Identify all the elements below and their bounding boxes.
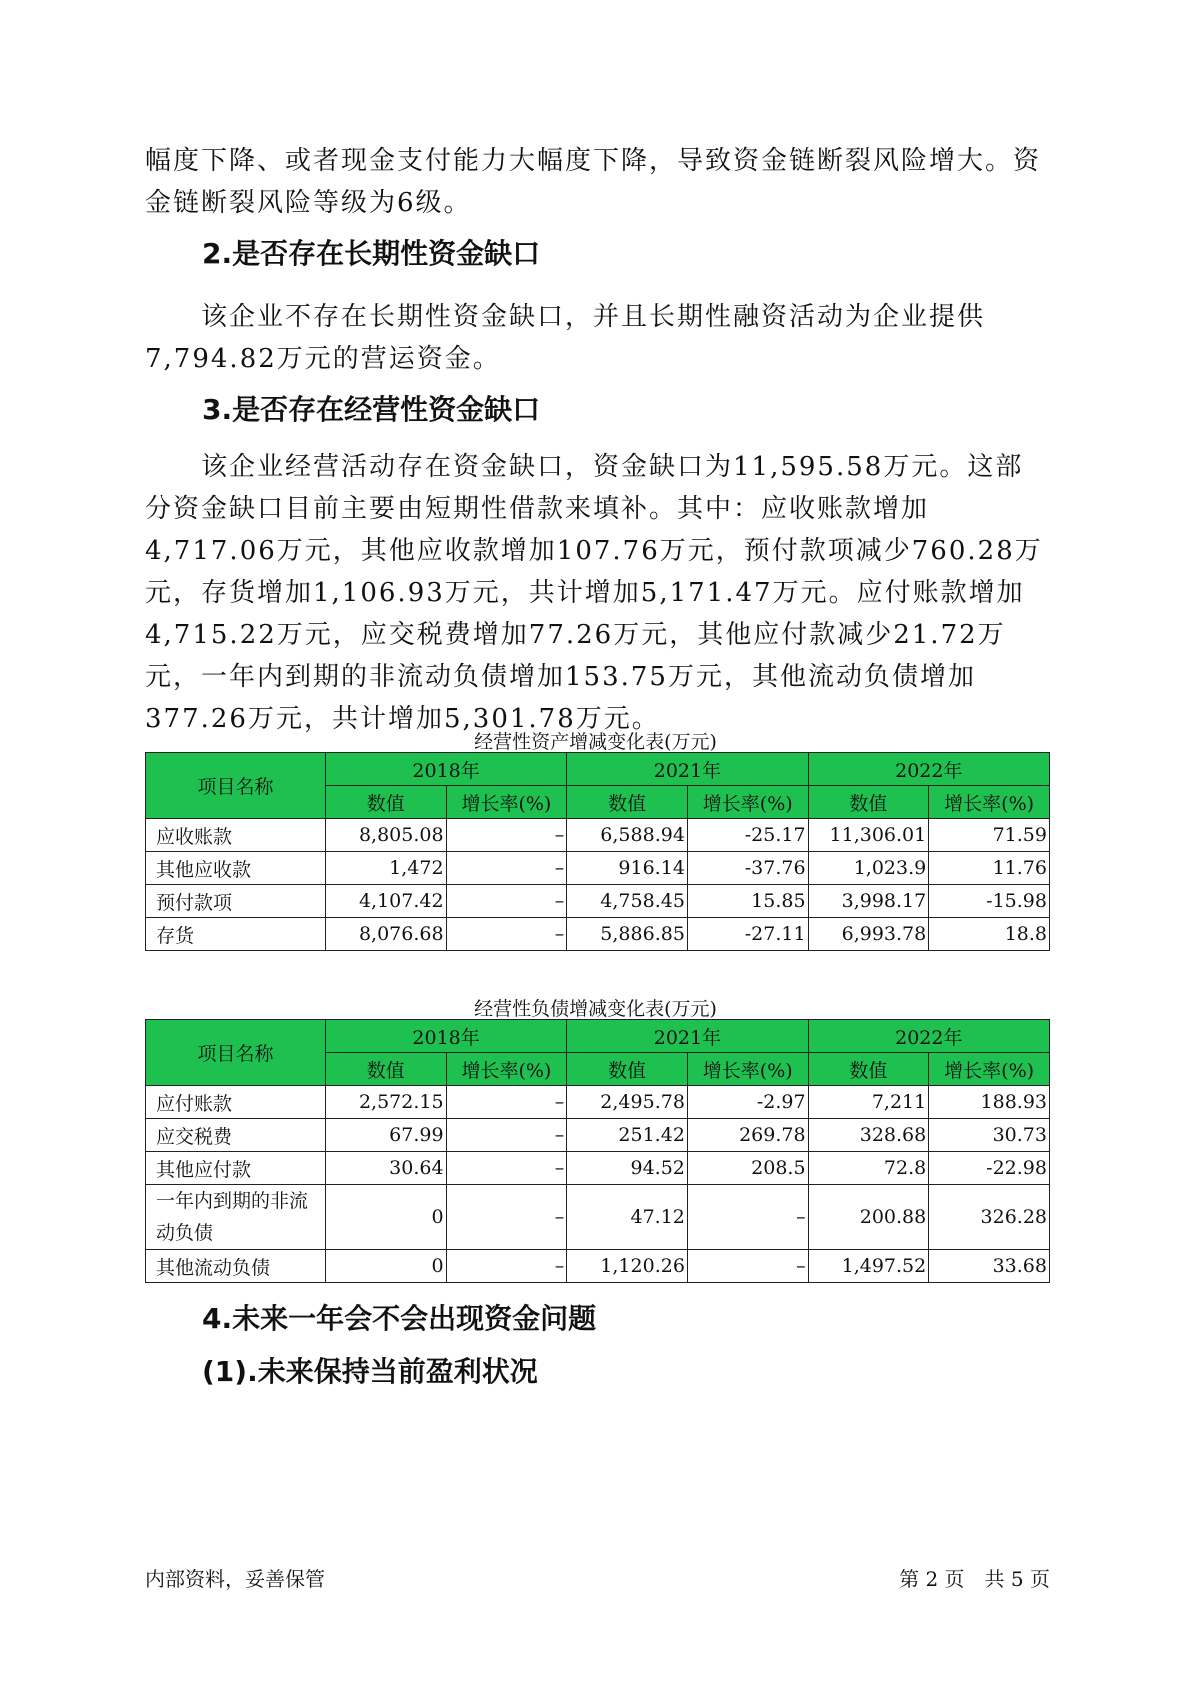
- cell-value: 3,998.17: [808, 885, 929, 918]
- liabilities-table-caption: 经营性负债增减变化表(万元): [474, 998, 717, 1020]
- header-value: 数值: [567, 1053, 688, 1086]
- table-row: [146, 1086, 1050, 1119]
- cell-value: 4,107.42: [325, 885, 446, 918]
- table-row: [146, 819, 1050, 852]
- cell-rate: 33.68: [929, 1250, 1050, 1283]
- cell-value: 2,495.78: [567, 1086, 688, 1119]
- row-label: 应交税费: [146, 1119, 326, 1152]
- header-value: 数值: [567, 786, 688, 819]
- cell-rate: –: [446, 1152, 567, 1185]
- cell-rate: 15.85: [687, 885, 808, 918]
- cell-rate: 30.73: [929, 1119, 1050, 1152]
- cell-rate: -37.76: [687, 852, 808, 885]
- cell-value: 72.8: [808, 1152, 929, 1185]
- footer-page-number: 第 2 页 共 5 页: [899, 1567, 1050, 1591]
- cell-rate: 188.93: [929, 1086, 1050, 1119]
- cell-value: 1,497.52: [808, 1250, 929, 1283]
- cell-value: 1,023.9: [808, 852, 929, 885]
- header-value: 数值: [325, 1053, 446, 1086]
- table-row: [146, 1250, 1050, 1283]
- cell-value: 30.64: [325, 1152, 446, 1185]
- table-row: [146, 885, 1050, 918]
- cell-rate: –: [446, 1086, 567, 1119]
- cell-value: 4,758.45: [567, 885, 688, 918]
- row-label: 存货: [146, 918, 326, 951]
- cell-rate: -22.98: [929, 1152, 1050, 1185]
- table-row: [146, 1119, 1050, 1152]
- cell-rate: -27.11: [687, 918, 808, 951]
- cell-rate: 11.76: [929, 852, 1050, 885]
- cell-value: 5,886.85: [567, 918, 688, 951]
- header-growth-rate: 增长率(%): [687, 786, 808, 819]
- cell-value: 6,588.94: [567, 819, 688, 852]
- table-row: [146, 852, 1050, 885]
- cell-rate: –: [446, 885, 567, 918]
- assets-table: [145, 752, 1050, 951]
- cell-rate: –: [446, 1119, 567, 1152]
- cell-rate: 71.59: [929, 819, 1050, 852]
- cell-value: 47.12: [567, 1185, 688, 1250]
- row-label: 应收账款: [146, 819, 326, 852]
- header-year: 2018年: [325, 1020, 566, 1053]
- cell-value: 1,120.26: [567, 1250, 688, 1283]
- header-growth-rate: 增长率(%): [687, 1053, 808, 1086]
- footer-confidential-note: 内部资料，妥善保管: [145, 1567, 325, 1591]
- cell-rate: –: [446, 1185, 567, 1250]
- table-row: [146, 1152, 1050, 1185]
- header-item-name: 项目名称: [146, 753, 326, 819]
- row-label: 预付款项: [146, 885, 326, 918]
- cell-value: 0: [325, 1250, 446, 1283]
- section-heading-next-year: 4.未来一年会不会出现资金问题: [202, 1302, 597, 1335]
- cell-rate: –: [446, 852, 567, 885]
- cell-rate: 269.78: [687, 1119, 808, 1152]
- cell-value: 7,211: [808, 1086, 929, 1119]
- cell-rate: –: [446, 918, 567, 951]
- cell-rate: –: [446, 1250, 567, 1283]
- header-year: 2022年: [808, 753, 1049, 786]
- header-value: 数值: [325, 786, 446, 819]
- cell-rate: –: [446, 819, 567, 852]
- subsection-heading-current-profit: (1).未来保持当前盈利状况: [202, 1355, 538, 1388]
- header-item-name: 项目名称: [146, 1020, 326, 1086]
- header-growth-rate: 增长率(%): [446, 786, 567, 819]
- cell-value: 328.68: [808, 1119, 929, 1152]
- paragraph-long-term-gap: 该企业不存在长期性资金缺口，并且长期性融资活动为企业提供7,794.82万元的营运资金。: [145, 302, 986, 374]
- row-label: 应付账款: [146, 1086, 326, 1119]
- header-value: 数值: [808, 1053, 929, 1086]
- assets-table-caption: 经营性资产增减变化表(万元): [474, 731, 717, 753]
- cell-value: 200.88: [808, 1185, 929, 1250]
- header-growth-rate: 增长率(%): [929, 1053, 1050, 1086]
- cell-value: 8,805.08: [325, 819, 446, 852]
- cell-rate: -25.17: [687, 819, 808, 852]
- header-year: 2022年: [808, 1020, 1049, 1053]
- cell-value: 916.14: [567, 852, 688, 885]
- header-year: 2018年: [325, 753, 566, 786]
- cell-rate: -15.98: [929, 885, 1050, 918]
- liabilities-table: [145, 1019, 1050, 1283]
- cell-value: 1,472: [325, 852, 446, 885]
- cell-value: 2,572.15: [325, 1086, 446, 1119]
- cell-rate: 326.28: [929, 1185, 1050, 1250]
- cell-rate: –: [687, 1250, 808, 1283]
- row-label: 一年内到期的非流动负债: [146, 1185, 326, 1250]
- header-year: 2021年: [567, 1020, 808, 1053]
- header-growth-rate: 增长率(%): [929, 786, 1050, 819]
- section-heading-long-term-gap: 2.是否存在长期性资金缺口: [202, 237, 541, 270]
- cell-rate: -2.97: [687, 1086, 808, 1119]
- row-label: 其他流动负债: [146, 1250, 326, 1283]
- header-value: 数值: [808, 786, 929, 819]
- cell-value: 67.99: [325, 1119, 446, 1152]
- table-row: [146, 1185, 1050, 1250]
- paragraph-risk-conclusion: 幅度下降、或者现金支付能力大幅度下降，导致资金链断裂风险增大。资金链断裂风险等级为6级。: [145, 146, 1042, 218]
- cell-rate: –: [687, 1185, 808, 1250]
- paragraph-operating-gap: 该企业经营活动存在资金缺口，资金缺口为11,595.58万元。这部分资金缺口目前主要由短期性借款来填补。其中：应收账款增加4,717.06万元，其他应收款增加107.76万元，预付款项减少760.28万元，存货增加1,106.93万元，共计增加5,171.47万元。应付账款增加4,715.22万元，应交税费增加77.26万元，其他应付款减少21.72万元，一年内到期的非流动负债增加153.75万元，其他流动负债增加377.26万元，共计增加5,301.78万元。: [145, 452, 1043, 734]
- cell-value: 6,993.78: [808, 918, 929, 951]
- row-label: 其他应收款: [146, 852, 326, 885]
- cell-value: 251.42: [567, 1119, 688, 1152]
- header-year: 2021年: [567, 753, 808, 786]
- cell-value: 94.52: [567, 1152, 688, 1185]
- row-label: 其他应付款: [146, 1152, 326, 1185]
- cell-rate: 18.8: [929, 918, 1050, 951]
- cell-value: 8,076.68: [325, 918, 446, 951]
- cell-value: 0: [325, 1185, 446, 1250]
- section-heading-operating-gap: 3.是否存在经营性资金缺口: [202, 393, 541, 426]
- table-row: [146, 918, 1050, 951]
- cell-rate: 208.5: [687, 1152, 808, 1185]
- cell-value: 11,306.01: [808, 819, 929, 852]
- header-growth-rate: 增长率(%): [446, 1053, 567, 1086]
